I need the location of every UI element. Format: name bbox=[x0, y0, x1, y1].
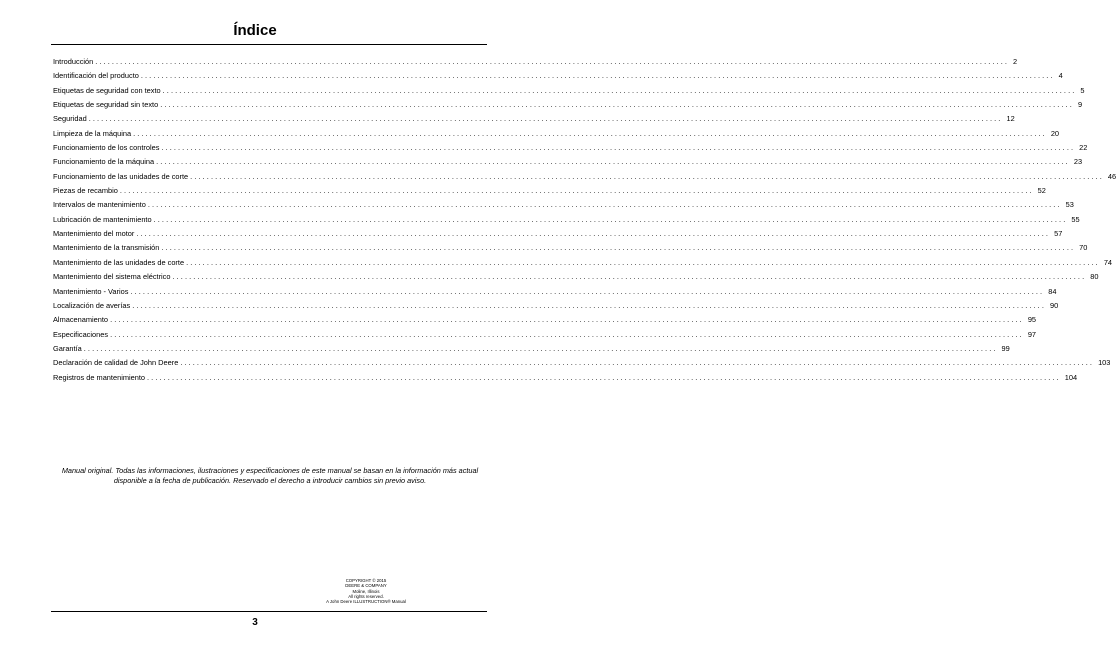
toc-entry[interactable] bbox=[53, 313, 1037, 327]
dot-leader: ............................................................................................................................................................................................................................ bbox=[119, 186, 1034, 196]
dot-leader: ............................................................................................................................................................................................................................ bbox=[147, 200, 1062, 210]
copyright-trademark: A John Deere ILLUSTRUCTION® Manual bbox=[326, 599, 406, 605]
toc-entry[interactable] bbox=[53, 256, 1113, 270]
dot-leader: ............................................................................................................................................................................................................................ bbox=[153, 214, 1068, 224]
toc-entry[interactable] bbox=[53, 270, 1099, 284]
dot-leader: ............................................................................................................................................................................................................................ bbox=[140, 71, 1055, 81]
toc-entry-page: 53 bbox=[1065, 200, 1074, 210]
copyright-block bbox=[316, 578, 416, 604]
toc-entry-title: Almacenamiento bbox=[53, 315, 109, 325]
toc-entry-page: 20 bbox=[1050, 128, 1060, 138]
copyright-location: Moline, Illinois bbox=[352, 588, 380, 594]
toc-entry-page: 22 bbox=[1079, 143, 1088, 153]
toc-entry-title: Intervalos de mantenimiento bbox=[53, 200, 146, 210]
toc-entry-title: Localización de averías bbox=[53, 300, 131, 310]
toc-entry[interactable] bbox=[53, 328, 1037, 342]
dot-leader: ............................................................................................................................................................................................................................ bbox=[190, 171, 1104, 181]
toc-entry-title: Etiquetas de seguridad con texto bbox=[53, 85, 161, 95]
toc-entry-title: Funcionamiento de las unidades de corte bbox=[53, 171, 189, 181]
toc-entry[interactable] bbox=[53, 69, 1063, 83]
toc-entry-title: Funcionamiento de los controles bbox=[53, 143, 160, 153]
toc-entry-page: 55 bbox=[1071, 214, 1080, 224]
bottom-divider bbox=[51, 611, 487, 612]
dot-leader: ............................................................................................................................................................................................................................ bbox=[162, 85, 1077, 95]
dot-leader: ............................................................................................................................................................................................................................ bbox=[110, 315, 1024, 325]
toc-entry-page: 4 bbox=[1058, 71, 1063, 81]
dot-leader: ............................................................................................................................................................................................................................ bbox=[83, 343, 998, 353]
toc-entry-page: 12 bbox=[1006, 114, 1015, 124]
dot-leader: ............................................................................................................................................................................................................................ bbox=[133, 128, 1047, 138]
toc-entry[interactable] bbox=[53, 285, 1057, 299]
dot-leader: ............................................................................................................................................................................................................................ bbox=[130, 286, 1045, 296]
toc-entry-page: 99 bbox=[1001, 343, 1010, 353]
dot-leader: ............................................................................................................................................................................................................................ bbox=[136, 229, 1051, 239]
toc-entry-page: 5 bbox=[1080, 85, 1085, 95]
dot-leader: ............................................................................................................................................................................................................................ bbox=[110, 329, 1024, 339]
dot-leader: ............................................................................................................................................................................................................................ bbox=[180, 358, 1095, 368]
dot-leader: ............................................................................................................................................................................................................................ bbox=[88, 114, 1003, 124]
toc-entry[interactable] bbox=[53, 299, 1059, 313]
toc-entry[interactable] bbox=[53, 170, 1116, 184]
toc-entry[interactable] bbox=[53, 227, 1063, 241]
copyright-line: COPYRIGHT © 2015 bbox=[345, 578, 387, 583]
toc-entry[interactable] bbox=[53, 98, 1083, 112]
dot-leader: ............................................................................................................................................................................................................................ bbox=[156, 157, 1070, 167]
toc-entry-title: Piezas de recambio bbox=[53, 186, 118, 196]
toc-entry[interactable] bbox=[53, 112, 1015, 126]
toc-entry-page: 97 bbox=[1027, 329, 1037, 339]
toc-entry-title: Mantenimiento del motor bbox=[53, 229, 135, 239]
toc-entry-title: Mantenimiento de la transmisión bbox=[53, 243, 160, 253]
toc-entry-title: Limpieza de la máquina bbox=[53, 128, 132, 138]
toc-entry-page: 57 bbox=[1054, 229, 1063, 239]
dot-leader: ............................................................................................................................................................................................................................ bbox=[186, 257, 1100, 267]
dot-leader: ............................................................................................................................................................................................................................ bbox=[132, 300, 1046, 310]
toc-entry[interactable] bbox=[53, 371, 1078, 385]
original-manual-notice: Manual original. Todas las informaciones, ilustraciones y especificaciones de este manual se basan en la información más actual disponible a la fecha de publicación. Reservado el derecho a introducir cambios sin previo aviso. bbox=[61, 466, 479, 485]
toc-entry-title: Introducción bbox=[53, 57, 94, 66]
copyright-company: DEERE & COMPANY bbox=[345, 583, 387, 589]
toc-entry-title: Seguridad bbox=[53, 114, 87, 124]
toc-entry-page: 95 bbox=[1027, 315, 1037, 325]
toc-entry-title: Funcionamiento de la máquina bbox=[53, 157, 155, 167]
top-divider bbox=[51, 44, 487, 45]
toc-entry-page: 46 bbox=[1107, 171, 1116, 181]
toc-entry[interactable] bbox=[53, 213, 1080, 227]
toc-entry[interactable] bbox=[53, 184, 1046, 198]
toc-entry-page: 2 bbox=[1013, 57, 1018, 66]
toc-entry[interactable] bbox=[53, 141, 1088, 155]
toc-entry[interactable] bbox=[53, 342, 1010, 356]
dot-leader: ............................................................................................................................................................................................................................ bbox=[161, 143, 1076, 153]
table-of-contents bbox=[53, 55, 1116, 385]
toc-entry-page: 84 bbox=[1048, 286, 1057, 296]
toc-entry-page: 104 bbox=[1064, 372, 1078, 382]
toc-entry-title: Mantenimiento del sistema eléctrico bbox=[53, 272, 171, 282]
toc-entry[interactable] bbox=[53, 198, 1074, 212]
toc-entry-page: 9 bbox=[1077, 100, 1083, 110]
toc-entry-title: Especificaciones bbox=[53, 329, 109, 339]
page-title: Índice bbox=[233, 22, 277, 39]
toc-entry-page: 74 bbox=[1103, 257, 1113, 267]
toc-entry-title: Garantía bbox=[53, 343, 82, 353]
toc-entry[interactable] bbox=[53, 55, 1018, 69]
toc-entry-page: 90 bbox=[1050, 300, 1059, 310]
toc-entry-title: Etiquetas de seguridad sin texto bbox=[53, 100, 159, 110]
toc-entry[interactable] bbox=[53, 127, 1060, 141]
toc-entry-page: 23 bbox=[1073, 157, 1083, 167]
copyright-rights: All rights reserved. bbox=[348, 593, 384, 599]
dot-leader: ............................................................................................................................................................................................................................ bbox=[160, 100, 1074, 110]
dot-leader: ............................................................................................................................................................................................................................ bbox=[161, 243, 1076, 253]
toc-entry-page: 70 bbox=[1079, 243, 1088, 253]
page-number: 3 bbox=[252, 617, 258, 628]
toc-entry-title: Mantenimiento de las unidades de corte bbox=[53, 257, 185, 267]
toc-entry-page: 52 bbox=[1037, 186, 1046, 196]
toc-entry-page: 80 bbox=[1090, 272, 1099, 282]
toc-entry[interactable] bbox=[53, 241, 1088, 255]
toc-entry[interactable] bbox=[53, 356, 1111, 370]
toc-entry-page: 103 bbox=[1098, 358, 1111, 368]
toc-entry-title: Registros de mantenimiento bbox=[53, 372, 146, 382]
dot-leader: ............................................................................................................................................................................................................................ bbox=[172, 272, 1087, 282]
toc-entry-title: Mantenimiento - Varios bbox=[53, 286, 129, 296]
toc-entry-title: Lubricación de mantenimiento bbox=[53, 214, 152, 224]
dot-leader: ............................................................................................................................................................................................................................ bbox=[95, 57, 1010, 66]
toc-entry-title: Declaración de calidad de John Deere bbox=[53, 358, 179, 368]
dot-leader: ............................................................................................................................................................................................................................ bbox=[147, 372, 1061, 382]
toc-entry[interactable] bbox=[53, 84, 1085, 98]
toc-entry-title: Identificación del producto bbox=[53, 71, 139, 81]
toc-entry[interactable] bbox=[53, 155, 1083, 169]
